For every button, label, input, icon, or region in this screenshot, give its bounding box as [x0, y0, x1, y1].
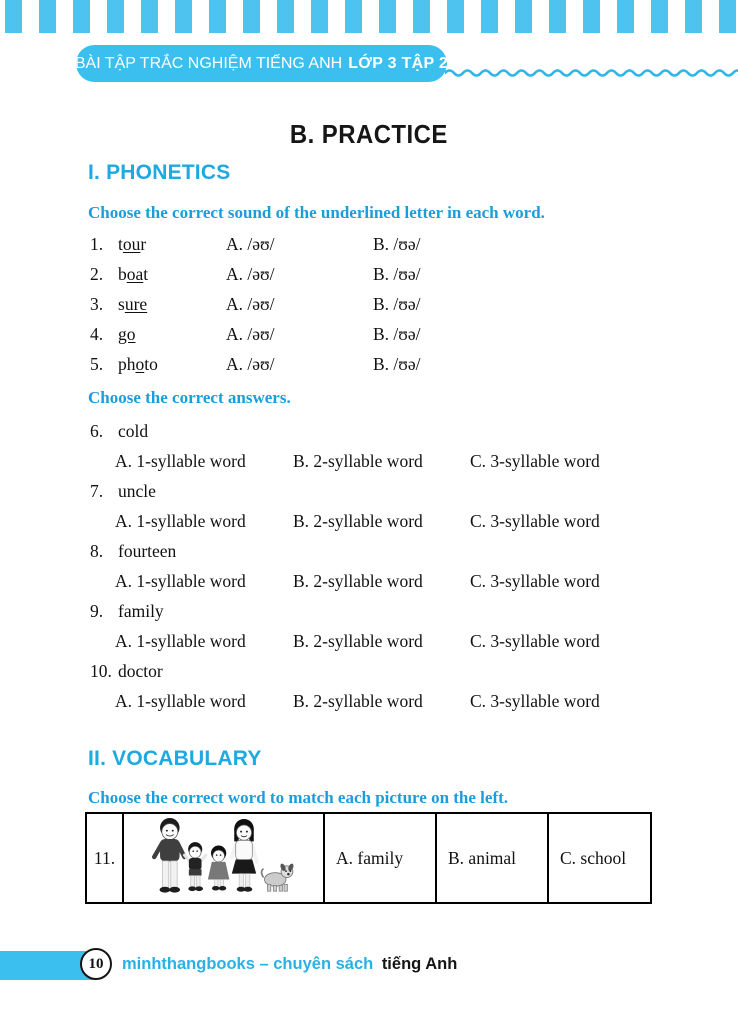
- option-b: B. 2-syllable word: [293, 510, 423, 531]
- question-number: 1.: [90, 233, 104, 254]
- option-c: C. 3-syllable word: [470, 630, 600, 651]
- header-title-bold: LỚP 3 TẬP 2: [348, 54, 449, 72]
- wavy-line-decoration: [445, 66, 738, 80]
- question-number: 5.: [90, 353, 104, 374]
- option-b: B. /ʊə/: [373, 353, 421, 374]
- publisher-brand: [122, 955, 457, 974]
- question-word: cold: [118, 420, 149, 441]
- question-word: doctor: [118, 660, 163, 681]
- sound-question-row: [90, 229, 421, 259]
- page-header-banner: [76, 45, 447, 82]
- question-word: photo: [118, 353, 158, 374]
- option-a: A. /əʊ/: [226, 323, 275, 344]
- option-c: C. 3-syllable word: [470, 690, 600, 711]
- table-option-a: A. family: [325, 814, 437, 902]
- option-c: C. 3-syllable word: [470, 450, 600, 471]
- sound-question-row: [90, 349, 421, 379]
- question-word: boat: [118, 263, 149, 284]
- vocabulary-instruction: Choose the correct word to match each picture on the left.: [88, 788, 509, 807]
- question-number: 8.: [90, 540, 104, 561]
- option-b: B. /ʊə/: [373, 263, 421, 284]
- question-number: 9.: [90, 600, 104, 621]
- table-question-number: 11.: [87, 814, 124, 902]
- option-c: C. 3-syllable word: [470, 510, 600, 531]
- option-b: B. 2-syllable word: [293, 690, 423, 711]
- sound-question-list: [90, 229, 421, 379]
- option-b: B. 2-syllable word: [293, 630, 423, 651]
- syllable-question: [90, 596, 600, 656]
- vocabulary-section-heading: II. VOCABULARY: [88, 747, 262, 770]
- brand-suffix: tiếng Anh: [381, 955, 458, 973]
- option-a: A. 1-syllable word: [115, 570, 246, 591]
- practice-heading: B. PRACTICE: [290, 119, 448, 149]
- brand-name: minhthangbooks – chuyên sách: [122, 955, 374, 973]
- vocabulary-table: [85, 812, 652, 904]
- page-number-badge: 10: [80, 948, 112, 980]
- question-number: 3.: [90, 293, 104, 314]
- option-b: B. /ʊə/: [373, 233, 421, 254]
- option-a: A. 1-syllable word: [115, 510, 246, 531]
- top-stripes-decoration: [0, 0, 738, 33]
- syllable-question: [90, 476, 600, 536]
- option-a: A. 1-syllable word: [115, 690, 246, 711]
- phonetics-section-heading: I. PHONETICS: [88, 161, 231, 184]
- question-word: fourteen: [118, 540, 177, 561]
- syllable-question: [90, 416, 600, 476]
- answers-instruction: Choose the correct answers.: [88, 388, 291, 407]
- option-c: C. 3-syllable word: [470, 570, 600, 591]
- question-word: go: [118, 323, 136, 344]
- question-word: tour: [118, 233, 147, 254]
- table-option-b: B. animal: [437, 814, 549, 902]
- sound-instruction: Choose the correct sound of the underlined letter in each word.: [88, 203, 545, 222]
- question-number: 2.: [90, 263, 104, 284]
- option-a: A. 1-syllable word: [115, 630, 246, 651]
- question-number: 7.: [90, 480, 104, 501]
- question-word: family: [118, 600, 164, 621]
- option-b: B. /ʊə/: [373, 293, 421, 314]
- sound-question-row: [90, 259, 421, 289]
- question-word: uncle: [118, 480, 156, 501]
- option-a: A. 1-syllable word: [115, 450, 246, 471]
- syllable-question: [90, 536, 600, 596]
- option-b: B. 2-syllable word: [293, 450, 423, 471]
- family-illustration: [131, 817, 316, 899]
- option-b: B. 2-syllable word: [293, 570, 423, 591]
- syllable-question: [90, 656, 600, 716]
- sound-question-row: [90, 289, 421, 319]
- option-a: A. /əʊ/: [226, 353, 275, 374]
- option-a: A. /əʊ/: [226, 263, 275, 284]
- table-option-c: C. school: [560, 847, 627, 868]
- option-a: A. /əʊ/: [226, 233, 275, 254]
- header-title: BÀI TẬP TRẮC NGHIỆM TIẾNG ANH: [74, 54, 343, 72]
- syllable-question-list: [90, 416, 600, 716]
- question-number: 6.: [90, 420, 104, 441]
- question-number: 10.: [90, 660, 112, 681]
- question-word: sure: [118, 293, 148, 314]
- option-a: A. /əʊ/: [226, 293, 275, 314]
- option-b: B. /ʊə/: [373, 323, 421, 344]
- sound-question-row: [90, 319, 421, 349]
- question-number: 4.: [90, 323, 104, 344]
- table-picture-cell: [124, 814, 325, 902]
